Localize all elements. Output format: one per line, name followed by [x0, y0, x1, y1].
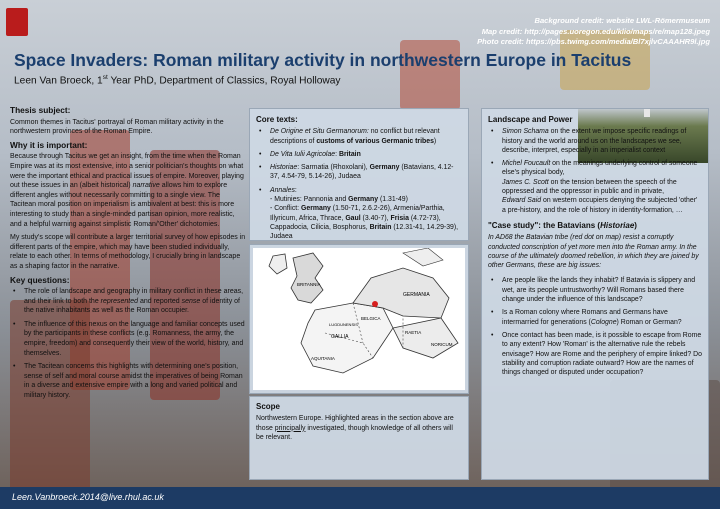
text: Is a Roman colony where Romans and Germans have intermarried for generations ( [502, 309, 668, 326]
case-study-intro: In AD68 the Batavian tribe (red dot on map) resist a corruptly conducted conscription of yet more men into the Roman army. In the course of the ultimately doomed rebellion, in which they are joined by other Germans, these are big issues: [488, 234, 699, 270]
case-study-list [488, 276, 702, 377]
text: Edward Said [502, 197, 542, 205]
list-item [488, 308, 702, 327]
left-column [10, 106, 246, 482]
roman-provinces-map [253, 248, 465, 390]
text: narrative [132, 182, 160, 190]
text: Germany [369, 164, 400, 172]
author-sup: st [102, 74, 108, 81]
text: on the meanings underlying control of someone else's physical body, [502, 160, 698, 177]
map-label: BELGICA [361, 316, 381, 321]
core-texts-list [256, 127, 462, 241]
list-item [256, 127, 462, 146]
case-study-heading [488, 221, 702, 230]
university-logo [6, 8, 28, 36]
text: - Mutinies: Pannonia and [270, 196, 349, 204]
author-name: Leen Van Broeck, 1 [14, 75, 103, 87]
text: James C. Scott [502, 178, 549, 186]
text: and reported [138, 297, 182, 305]
scope-paragraph: My study's scope will contribute a larger territorial survey of how episodes in different parts of the empire, which may have been studied individually, relate to each other. In terms of methodology, I crucially bring in landscape as a shaping factor in the narrative. [10, 234, 246, 270]
footer-bar [0, 487, 720, 509]
text: Germany [301, 205, 331, 213]
landscape-heading: Landscape and Power [488, 115, 573, 124]
scope-heading: Scope [256, 402, 281, 411]
text: Northwestern Europe. Highlighted areas in the section above are those [256, 415, 454, 432]
text: (4.72-73), Cappadocia, Cilicia, Bosphorus, [270, 214, 441, 231]
text: The role of landscape and geography in military conflict in these areas, and their link to both the [24, 288, 244, 305]
text: De Vita Iulii Agricolae [270, 150, 336, 158]
core-texts-heading: Core texts: [256, 115, 298, 124]
author-affiliation: Year PhD, Department of Classics, Royal Holloway [107, 75, 341, 87]
list-item [256, 163, 462, 182]
text: Britain [369, 223, 392, 231]
text: on western occupiers denying the subjected 'other' a pre-history, and the role of history in identity-formation, … [502, 197, 698, 214]
text: Historiae [270, 164, 298, 172]
britannia-shape [291, 253, 323, 303]
list-item [256, 186, 462, 241]
text: "Case study": the Batavians ( [488, 220, 601, 230]
text: Gaul [345, 214, 361, 222]
text: principally [274, 424, 306, 432]
list-item: • Are people like the lands they inhabit? If Batavia is slippery and wet, are its people untrustworthy? Will Romans based there change under the influence of this landscape? [488, 276, 702, 304]
map-panel [249, 244, 469, 394]
list-item [256, 150, 462, 159]
map-label: GERMANIA [403, 292, 430, 298]
map-label: AQUITANIA [311, 356, 335, 361]
important-heading: Why it is important: [10, 139, 88, 150]
text: Michel Foucault [502, 160, 551, 168]
map-label: BRITANNIA [297, 282, 321, 287]
text: Frisia [390, 214, 409, 222]
image-credits [270, 16, 710, 48]
text: : [335, 150, 339, 158]
text: investigated, though knowledge of all others will be relevant. [256, 424, 453, 441]
map-label: NORICUM [431, 342, 453, 347]
scope-text [256, 414, 462, 442]
text: of identity of the native inhabitants as well as the Roman occupier. [24, 297, 241, 315]
scope-panel [249, 396, 469, 480]
text: (1.50-71, 2.6.2-26), Armenia/Parthia, Illyricum, Africa, Thrace, [270, 205, 445, 222]
list-item: • The influence of this nexus on the language and familiar concepts used by the participants in these conflicts (e.g. Romanness, the army, the empire, freedom) and consequently their view of the world, history, and themselves. [10, 320, 246, 358]
text: on the extent we impose specific readings of history and the world around us on the landscapes we see, describe, interpret, especially in an imperialist context [502, 128, 687, 154]
map-label: LUGDUNENSIS [329, 322, 358, 327]
text: Because through Tacitus we get an insight, from the time when the Roman Empire was at its most extensive, into a senior politician's thoughts on what were the important ethical and practical issues of empire. Moreover, playing out these issues in an (albeit historical) [10, 153, 244, 190]
list-item: • The Tacitean concerns this highlights with determining one's position, sense of self and moral course amidst the imperatives of being Roman in a diverse and extensive empire with a long and varied political and military history. [10, 362, 246, 400]
list-item [488, 159, 702, 215]
monument-tower [644, 108, 650, 117]
text: : Sarmatia (Rhoxolani), [297, 164, 370, 172]
thesis-heading: Thesis subject: [10, 106, 71, 115]
core-texts-panel [249, 108, 469, 241]
text: ) [634, 220, 637, 230]
landscape-list [488, 127, 702, 215]
background-credit: Background credit: website LWL-Römermuseum [534, 16, 710, 25]
text: : [294, 186, 297, 194]
text: Simon Schama [502, 128, 549, 136]
poster-title: Space Invaders: Roman military activity in northwestern Europe in Tacitus [14, 50, 632, 70]
scandia-shape [403, 248, 443, 266]
text: (12.31-41, 14.29-39), Judaea [270, 223, 459, 241]
text: customs of various Germanic tribes [316, 137, 434, 145]
text: (3.40-7), [360, 214, 391, 222]
text: De Origine et Situ Germanorum: [270, 128, 369, 136]
map-credit: Map credit: http://pages.uoregon.edu/klio/maps/re/map128.jpeg [481, 26, 710, 36]
importance-paragraph [10, 152, 246, 229]
text: allows him to explore different angles without necessarily committing to a single view. The Tacitean moral position on imperialism is ambivalent at best: this is more interesting to study than a single-minded partisan opinion, more realistic, and a helpful warning against simplistic Roman/'Other' dichotomies. [10, 182, 235, 228]
text: ) [433, 137, 437, 145]
text: - Conflict: [270, 205, 302, 213]
text: (Batavians, 4.12-37, 4.54-79, 5.14-26), Judaea [270, 164, 454, 181]
key-questions-list [10, 287, 246, 401]
batavia-red-dot [372, 301, 378, 307]
text: Annales [270, 186, 295, 194]
text: no conflict but relevant descriptions of [270, 128, 440, 145]
text: Germany [348, 196, 379, 204]
list-item [488, 127, 702, 155]
text: ) Roman or German? [616, 318, 682, 326]
map-label: GALLIA [331, 334, 349, 340]
thesis-text: Common themes in Tacitus' portrayal of Roman military activity in the northwestern provinces of the Roman Empire. [10, 118, 224, 136]
text: (1.31-49) [378, 196, 408, 204]
list-item [10, 287, 246, 316]
list-item: • Once contact has been made, is it possible to escape from Rome to any extent? How 'Roman' is the alternative rule the rebels envisage? How are Rome and the periphery of empire linked? Do stability and corruption radiate outward? How are the names of things changed or disputed under occupation? [488, 331, 702, 377]
key-questions-heading: Key questions: [10, 274, 70, 285]
landscape-panel [481, 108, 709, 480]
text: represented [100, 297, 139, 305]
text: Historiae [600, 220, 635, 230]
text: Britain [338, 150, 361, 158]
text: sense [181, 297, 201, 305]
photo-credit: Photo credit: https://pbs.twimg.com/media/Bl7xjlvCAAAHR9l.jpg [477, 37, 710, 46]
map-drawing [253, 248, 465, 390]
contact-email[interactable]: Leen.Vanbroeck.2014@live.rhul.ac.uk [12, 492, 164, 502]
text: on the tension between the speech of the oppressed and the oppressor in public and in private, [502, 178, 677, 196]
text: Cologne [590, 318, 617, 326]
hibernia-shape [269, 254, 287, 274]
map-label: RAETIA [405, 330, 422, 335]
author-line [14, 74, 341, 86]
